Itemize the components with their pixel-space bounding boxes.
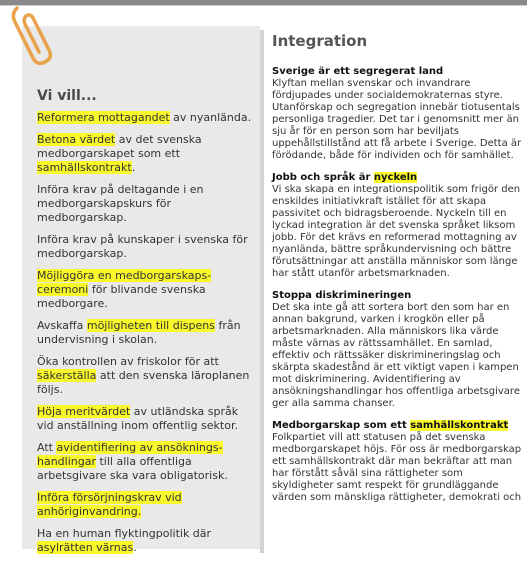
list-item: Ha en human flyktingpolitik där asylrätten värnas. (37, 527, 212, 554)
highlight: nyckeln (373, 172, 418, 183)
highlight: Höja meritvärdet (37, 405, 131, 418)
article (272, 31, 522, 514)
list-item: Avskaffa möjligheten till dispens från undervisning i skolan. (37, 319, 241, 346)
list-item: Betona värdet av det svenska medborgarskapet som ett samhällskontrakt. (37, 133, 202, 174)
highlight: Betona värdet (37, 133, 116, 146)
list-item: Införa krav på kunskaper i svenska för medborgarskap. (37, 233, 248, 260)
highlight: avidentifiering av ansöknings-handlingar (37, 441, 223, 468)
highlight: samhällskontrakt (37, 161, 132, 174)
list-item: Införa krav på deltagande i en medborgarskapskurs för medborgarskap. (37, 183, 204, 224)
list-item: Att avidentifiering av ansöknings-handlingar till alla offentliga arbetsgivare ska vara obligatorisk. (37, 441, 228, 482)
left-panel-title: Vi vill... (37, 88, 97, 104)
wish-list (37, 111, 257, 563)
section-heading: Jobb och språk är nyckeln (272, 172, 418, 183)
list-item: Reformera mottagandet av nyanlända. (37, 111, 252, 124)
highlight: Införa försörjningskrav vid anhöriginvandring. (37, 491, 182, 518)
list-item (37, 491, 257, 519)
paperclip-icon (3, 0, 63, 70)
list-item: Höja meritvärdet av utländska språk vid anställning inom offentlig sektor. (37, 405, 239, 432)
section-body: Vi ska skapa en integrationspolitik som frigör den enskildes initiativkraft istället för att skapa passivitet och bidragsberoende. Nyckeln till en lyckad integration är det svenska språket liksom jobb. För det krävs en reformerad mottagning av nyanlända, bättre språkundervisning och bättre förutsättningar att anställa människor som länge har stått utanför arbetsmarknaden. (272, 184, 521, 279)
article-title: Integration (272, 32, 368, 50)
list-item: Möjliggöra en medborgarskaps-ceremoni för blivande svenska medborgare. (37, 269, 212, 310)
section-body: Folkpartiet vill att statusen på det svenska medborgarskapet höjs. För oss är medborgarskap ett samhällskontrakt där man bekräftar att man har förstått såväl sina rättigheter som skyldigheter samt respekt för grundläggande värden som mänskliga rättigheter, demokrati och (272, 432, 522, 503)
highlight: Möjliggöra en medborgarskaps-ceremoni (37, 269, 212, 296)
section-heading: Medborgarskap som ett samhällskontrakt (272, 420, 509, 431)
section-heading: Stoppa diskrimineringen (272, 290, 412, 301)
top-divider-light (0, 5, 527, 6)
highlight: samhällskontrakt (410, 420, 509, 431)
section-body: Det ska inte gå att sortera bort den som har en annan bakgrund, varken i krogkön eller på arbetsmarknaden. Alla människors lika värde måste värnas av rättssamhället. En samlad, effektiv och rättssäker diskrimineringslag och skärpta skadestånd är ett viktigt vapen i kampen mot diskriminering. Avidentifiering av ansökningshandlingar hos offentliga arbetsgivare ger alla samma chanser. (272, 302, 520, 409)
highlight: asylrätten värnas (37, 541, 134, 554)
highlight: möjligheten till dispens (86, 319, 215, 332)
section-heading: Sverige är ett segregerat land (272, 66, 444, 77)
list-item: Öka kontrollen av friskolor för att säkerställa att den svenska läroplanen följs. (37, 355, 250, 396)
highlight: Reformera mottagandet (37, 111, 170, 124)
highlight: säkerställa (37, 369, 97, 382)
section-body: Klyftan mellan svenskar och invandrare fördjupades under socialdemokraternas styre. Utanförskap och segregation innebär tiotusentals personliga tragedier. Det tar i genomsnitt mer än sju år för en person som har beviljats uppehållstillstånd att få arbete i Sverige. Detta är förödande, både för individen och för samhället. (272, 78, 522, 161)
